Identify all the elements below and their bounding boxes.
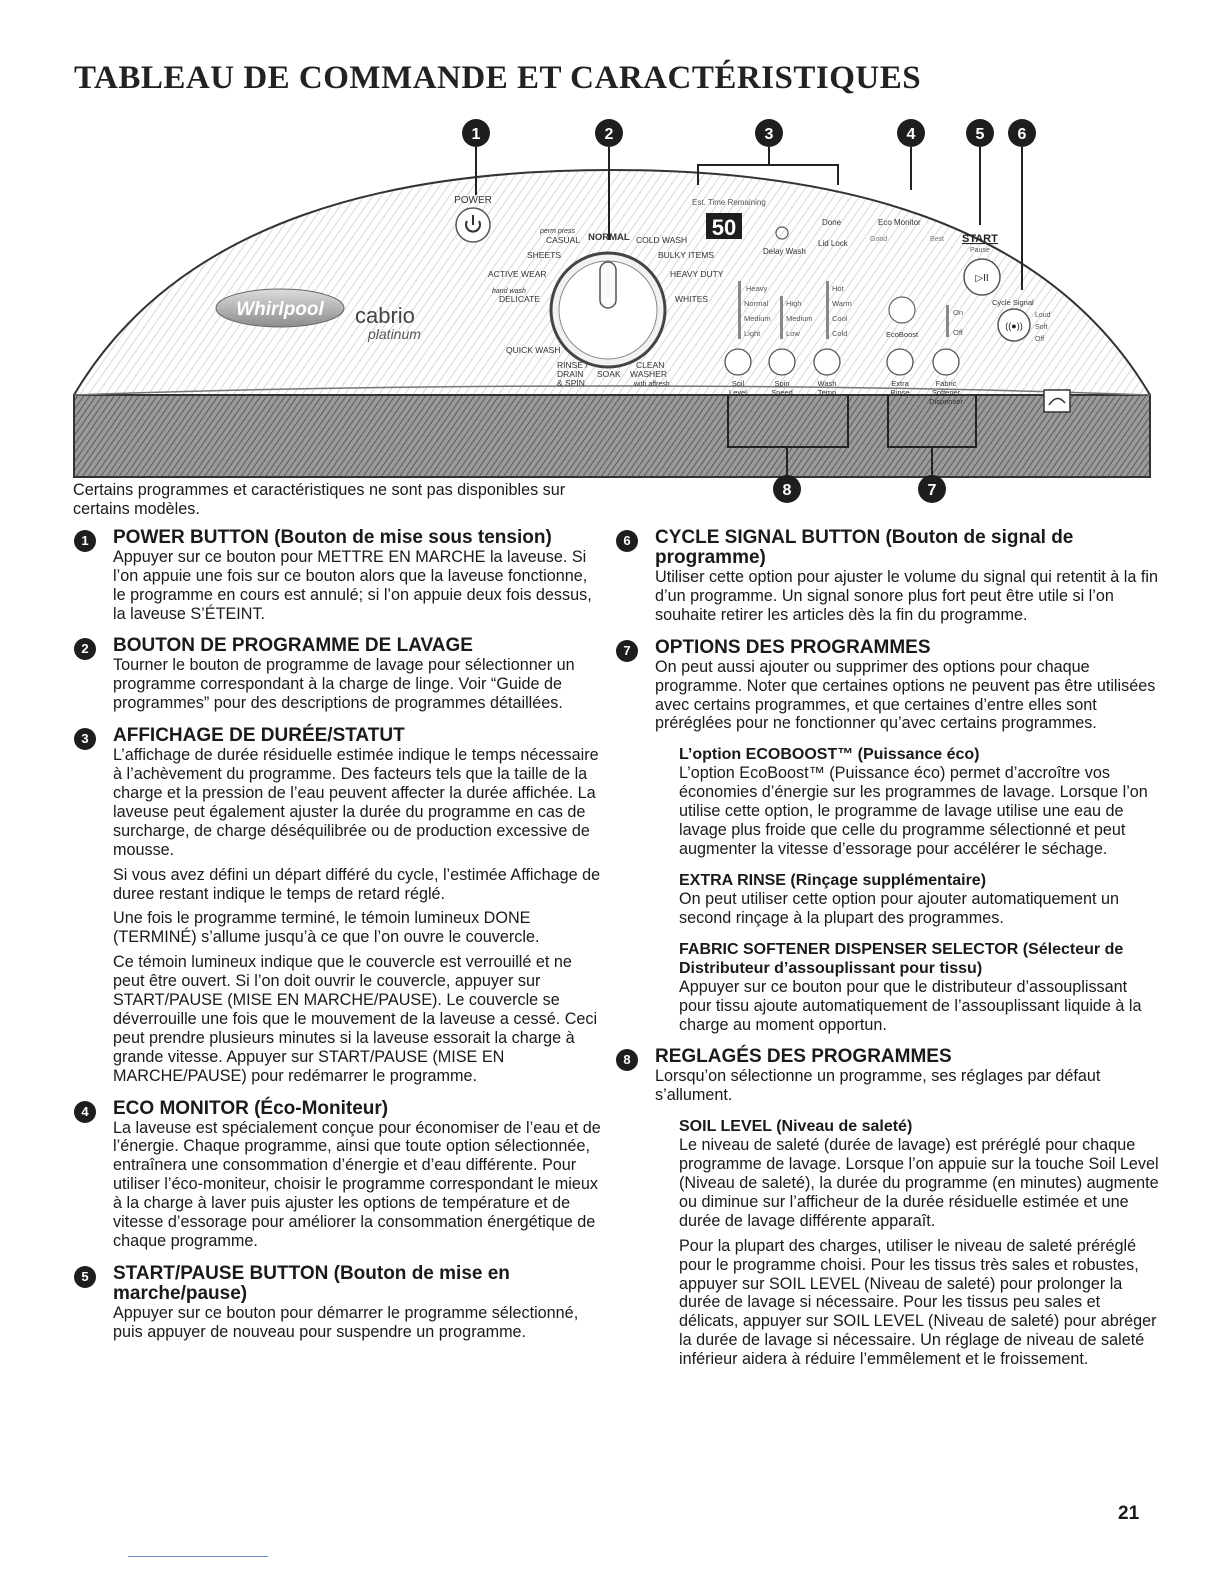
svg-text:Medium: Medium xyxy=(744,314,771,323)
svg-text:WASHER: WASHER xyxy=(630,369,667,379)
callout-markers-bottom xyxy=(773,475,946,503)
soil-level-button xyxy=(725,349,751,375)
svg-text:5: 5 xyxy=(975,126,985,143)
subsection-heading: EXTRA RINSE (Rinçage supplémentaire) xyxy=(679,871,987,889)
svg-text:Cycle Signal: Cycle Signal xyxy=(992,298,1034,307)
left-column xyxy=(73,481,603,1355)
svg-text:Soft: Soft xyxy=(1035,324,1048,331)
svg-text:ACTIVE WEAR: ACTIVE WEAR xyxy=(488,269,547,279)
section-text: Utiliser cette option pour ajuster le volume du signal qui retentit à la fin d’un programme. Un signal sonore plus fort peut être utile si l’on souhaite retirer les articles dès la fin du programme. xyxy=(655,568,1158,624)
svg-text:Eco Monitor: Eco Monitor xyxy=(878,218,921,227)
section-power-button xyxy=(73,528,603,624)
svg-text:DRAIN: DRAIN xyxy=(557,369,584,379)
section-number: 7 xyxy=(616,640,638,662)
svg-text:RINSE /: RINSE / xyxy=(557,360,588,370)
section-number: 1 xyxy=(74,530,96,552)
svg-text:Spin: Spin xyxy=(774,379,790,388)
subsection-ecoboost xyxy=(679,745,1160,859)
svg-text:Low: Low xyxy=(786,329,800,338)
right-column xyxy=(615,528,1160,1382)
svg-text:Softener: Softener xyxy=(931,388,961,397)
section-cycle-knob xyxy=(73,636,603,713)
svg-text:HEAVY DUTY: HEAVY DUTY xyxy=(670,269,724,279)
svg-text:Wash: Wash xyxy=(817,379,837,388)
callout-markers-top xyxy=(462,119,1036,147)
subsection-extra-rinse xyxy=(679,871,1160,928)
subsection-text: On peut utiliser cette option pour ajouter automatiquement un second rinçage à la plupart des programmes. xyxy=(679,889,1120,927)
svg-text:WHITES: WHITES xyxy=(675,294,709,304)
svg-text:DELICATE: DELICATE xyxy=(499,294,540,304)
svg-text:Temp: Temp xyxy=(817,388,837,397)
control-panel-illustration xyxy=(0,105,1224,499)
svg-text:Est. Time Remaining: Est. Time Remaining xyxy=(692,198,766,207)
section-text: On peut aussi ajouter ou supprimer des options pour chaque programme. Noter que certaines options ne peuvent pas être utilisées avec certains programmes, et que certaines d’entre elles sont préréglées pour ne fonctionner qu’avec certains programmes. xyxy=(655,657,1156,733)
svg-text:Medium: Medium xyxy=(786,314,813,323)
spin-speed-button xyxy=(769,349,795,375)
svg-text:platinum: platinum xyxy=(368,326,421,342)
svg-text:Whirlpool: Whirlpool xyxy=(236,299,324,320)
svg-text:7: 7 xyxy=(927,482,937,499)
svg-text:((●)): ((●)) xyxy=(1005,321,1023,331)
section-cycle-options xyxy=(615,638,1160,1035)
section-text: Ce témoin lumineux indique que le couvercle est verrouillé et ne peut être ouvert. Si l’on doit ouvrir le couvercle, appuyer sur START/PAUSE (MISE EN MARCHE/PAUSE). Le couvercle se déverrouille une fois que le mouvement de la laveuse a cessé. Ceci peut prendre plusieurs minutes si la laveuse essorait la charge à grande vitesse. Appuyer sur START/PAUSE (MISE EN MARCHE/PAUSE) pour redémarrer le programme. xyxy=(113,953,598,1085)
svg-text:Level: Level xyxy=(729,388,747,397)
intro-note: Certains programmes et caractéristiques ne sont pas disponibles sur certains modèles. xyxy=(73,481,566,518)
svg-text:Lid Lock: Lid Lock xyxy=(818,239,848,248)
section-cycle-settings xyxy=(615,1047,1160,1369)
svg-text:On: On xyxy=(953,308,964,317)
fabric-softener-button xyxy=(933,349,959,375)
svg-text:Heavy: Heavy xyxy=(746,284,768,293)
svg-text:Off: Off xyxy=(1035,336,1045,343)
svg-text:& SPIN: & SPIN xyxy=(557,378,585,388)
svg-text:Delay Wash: Delay Wash xyxy=(763,247,806,256)
svg-text:Done: Done xyxy=(822,218,842,227)
svg-text:Extra: Extra xyxy=(891,379,909,388)
svg-text:Speed: Speed xyxy=(771,388,793,397)
svg-text:Soil: Soil xyxy=(731,379,745,388)
page-title: TABLEAU DE COMMANDE ET CARACTÉRISTIQUES xyxy=(74,60,922,96)
svg-text:1: 1 xyxy=(471,126,481,143)
section-text: Si vous avez défini un départ différé du cycle, l’estimée Affichage de duree restant indique le temps de retard réglé. xyxy=(113,865,601,903)
model-name: cabrio xyxy=(355,303,415,328)
extra-rinse-button xyxy=(887,349,913,375)
subsection-text: Le niveau de saleté (durée de lavage) est préréglé pour chaque programme de lavage. Lorsque l’on appuie sur la touche Soil Level (Niveau de saleté), la durée du programme (en minutes) augmente ou diminue sur l’afficheur de la durée résiduelle estimée et une durée de lavage différente apparaît. xyxy=(679,1136,1159,1230)
subsection-text: Appuyer sur ce bouton pour que le distributeur d’assouplissant pour tissu ajoute automatiquement de l’assouplissant liquide à la charge au moment opportun. xyxy=(679,977,1142,1034)
section-heading: OPTIONS DES PROGRAMMES xyxy=(655,636,931,658)
section-text: Lorsqu’on sélectionne un programme, ses réglages par défaut s’allument. xyxy=(655,1067,1101,1105)
section-heading: REGLAGÉS DES PROGRAMMES xyxy=(655,1046,952,1068)
section-number: 4 xyxy=(74,1101,96,1123)
svg-text:NORMAL: NORMAL xyxy=(588,232,630,243)
svg-text:High: High xyxy=(786,299,802,308)
svg-text:Loud: Loud xyxy=(1035,312,1051,319)
subsection-soil-level xyxy=(679,1117,1160,1369)
section-number: 6 xyxy=(616,530,638,552)
page-number: 21 xyxy=(1118,1503,1140,1524)
svg-text:POWER: POWER xyxy=(454,195,492,206)
svg-text:Rinse: Rinse xyxy=(890,388,910,397)
svg-text:EcoBoost: EcoBoost xyxy=(886,330,919,339)
section-heading: CYCLE SIGNAL BUTTON (Bouton de signal de programme) xyxy=(655,527,1074,568)
section-cycle-signal xyxy=(615,528,1160,625)
subsection-text: L’option EcoBoost™ (Puissance éco) permet d’accroître vos économies d’énergie sur les programmes de lavage. Lorsque l’on utilise cette option, le programme de lavage utilise une eau de lavage plus froide que celle du programme sélectionné et peut augmenter la vitesse d’essorage pour accélérer le séchage. xyxy=(679,764,1148,858)
svg-text:8: 8 xyxy=(782,482,792,499)
svg-text:3: 3 xyxy=(764,126,774,143)
svg-text:Dispenser: Dispenser xyxy=(929,397,963,406)
subsection-heading: L’option ECOBOOST™ (Puissance éco) xyxy=(679,746,980,764)
section-heading: POWER BUTTON (Bouton de mise sous tension) xyxy=(113,526,552,548)
section-number: 3 xyxy=(74,728,96,750)
section-heading: AFFICHAGE DE DURÉE/STATUT xyxy=(113,725,405,747)
svg-text:Fabric: Fabric xyxy=(935,379,957,388)
svg-text:BULKY ITEMS: BULKY ITEMS xyxy=(658,250,715,260)
svg-text:Good: Good xyxy=(870,236,888,243)
section-text: L’affichage de durée résiduelle estimée indique le temps nécessaire à l’achèvement du programme. Des facteurs tels que la taille de la charge et la pression de l’eau peuvent affecter la durée affichée. La laveuse peut également ajuster la durée du programme en cas de surcharge, de charge déséquilibrée ou de production excessive de mousse. xyxy=(113,746,599,859)
svg-text:SOAK: SOAK xyxy=(597,369,621,379)
svg-text:Hot: Hot xyxy=(832,284,844,293)
svg-text:50: 50 xyxy=(711,215,737,240)
section-time-status-display xyxy=(73,726,603,1085)
svg-text:QUICK WASH: QUICK WASH xyxy=(506,345,561,355)
section-heading: ECO MONITOR (Éco-Moniteur) xyxy=(113,1097,389,1119)
svg-text:Cold: Cold xyxy=(832,329,848,338)
subsection-heading: SOIL LEVEL (Niveau de saleté) xyxy=(679,1118,913,1136)
section-heading: START/PAUSE BUTTON (Bouton de mise en marche/pause) xyxy=(113,1262,510,1304)
svg-text:START: START xyxy=(962,233,998,245)
svg-text:2: 2 xyxy=(604,126,614,143)
section-text: Appuyer sur ce bouton pour METTRE EN MARCHE la laveuse. Si l’on appuie une fois sur ce bouton alors que la laveuse fonctionne, le programme en cours est annulé; si l’on appuie deux fois dessus, la laveuse S’ÉTEINT. xyxy=(113,547,592,623)
ecoboost-button xyxy=(889,297,915,323)
svg-text:Pause: Pause xyxy=(970,247,990,254)
svg-text:Normal: Normal xyxy=(744,299,769,308)
section-number: 5 xyxy=(74,1266,96,1288)
subsection-text: Pour la plupart des charges, utiliser le niveau de saleté préréglé pour le programme choisi. Pour les tissus très sales et robustes, appuyer sur SOIL LEVEL (Niveau de saleté) pour prolonger la durée de lavage si nécessaire. Pour les tissus peu sales et délicats, appuyer sur SOIL LEVEL (Niveau de saleté) pour abréger la durée de lavage si nécessaire. Un réglage de niveau de saleté inférieur aidera à réduire l’emmêlement et le froissement. xyxy=(679,1236,1157,1369)
svg-text:CLEAN: CLEAN xyxy=(636,360,665,370)
svg-text:▷II: ▷II xyxy=(975,273,989,284)
section-text: Une fois le programme terminé, le témoin lumineux DONE (TERMINÉ) s’allume jusqu’à ce que l’on ouvre le couvercle. xyxy=(113,909,540,947)
section-number: 8 xyxy=(616,1049,638,1071)
svg-text:with affresh: with affresh xyxy=(634,381,670,388)
svg-text:COLD WASH: COLD WASH xyxy=(636,235,688,245)
subsection-fabric-softener xyxy=(679,940,1160,1035)
wash-temp-button xyxy=(814,349,840,375)
section-text: Appuyer sur ce bouton pour démarrer le programme sélectionné, puis appuyer de nouveau pour suspendre un programme. xyxy=(113,1303,579,1341)
svg-text:SHEETS: SHEETS xyxy=(527,250,562,260)
section-number: 2 xyxy=(74,638,96,660)
svg-text:perm press: perm press xyxy=(540,228,576,235)
svg-text:hand wash: hand wash xyxy=(492,288,526,295)
svg-text:Best: Best xyxy=(930,236,945,243)
section-text: La laveuse est spécialement conçue pour économiser de l’eau et de l’énergie. Chaque programme, ainsi que toute option sélectionnée, entraînera une consommation d’énergie et d’eau différente. Pour utiliser l’éco-moniteur, choisir le programme correspondant le mieux à la charge à laver puis ajuster les options de température et de vitesse d’essorage pour améliorer la consommation énergétique de chaque programme. xyxy=(113,1118,601,1250)
svg-text:Warm: Warm xyxy=(832,299,852,308)
svg-text:6: 6 xyxy=(1017,126,1027,143)
svg-text:CASUAL: CASUAL xyxy=(546,235,581,245)
section-heading: BOUTON DE PROGRAMME DE LAVAGE xyxy=(113,635,473,657)
footer-rule xyxy=(128,1556,268,1557)
section-eco-monitor xyxy=(73,1099,603,1251)
svg-text:Cool: Cool xyxy=(832,314,848,323)
panel-bottom-band xyxy=(74,395,1150,477)
section-start-pause xyxy=(73,1264,603,1342)
svg-text:Off: Off xyxy=(953,328,963,337)
svg-text:Light: Light xyxy=(744,329,761,338)
svg-text:4: 4 xyxy=(906,126,916,143)
section-text: Tourner le bouton de programme de lavage pour sélectionner un programme correspondant à la charge de linge. Voir “Guide de programmes” pour des descriptions de programmes détaillées. xyxy=(113,656,575,713)
subsection-heading: FABRIC SOFTENER DISPENSER SELECTOR (Sélecteur de Distributeur d’assouplissant pour tissu) xyxy=(679,940,1124,977)
energy-star-badge xyxy=(1044,390,1070,412)
